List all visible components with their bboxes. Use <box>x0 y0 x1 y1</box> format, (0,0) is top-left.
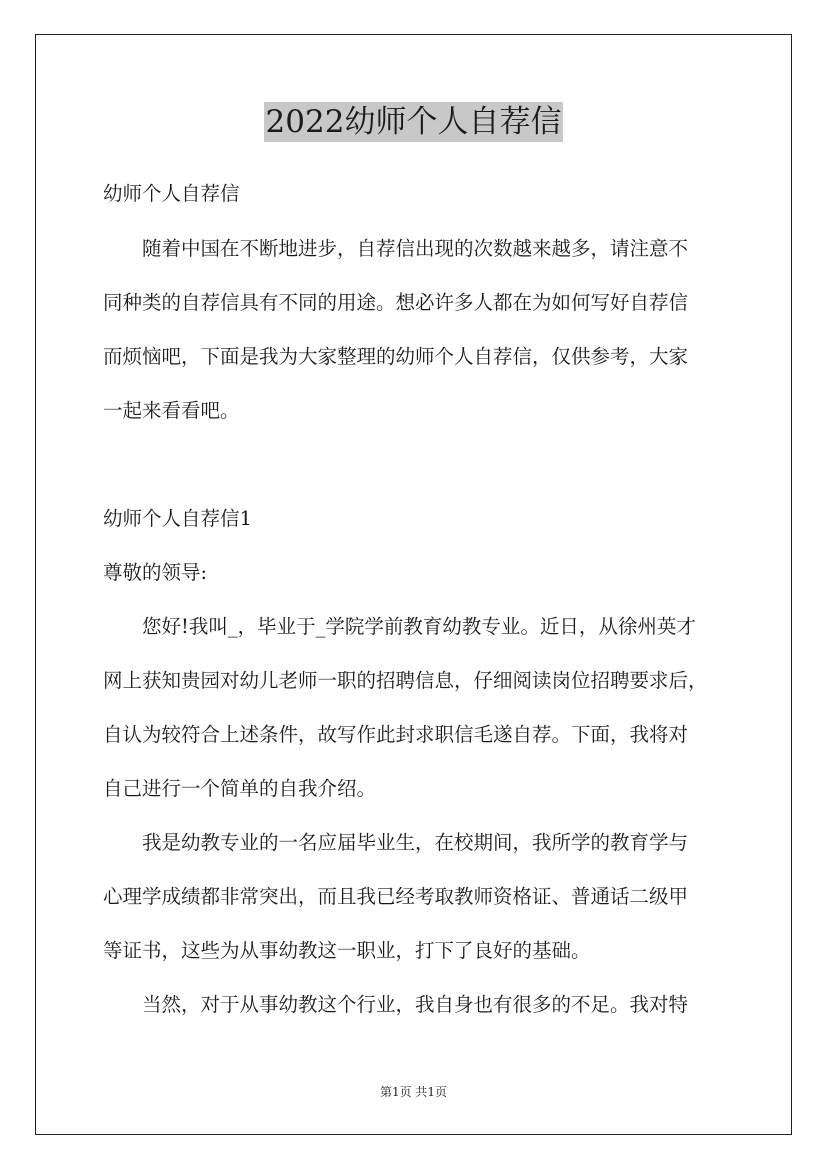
para1-line-2: 网上获知贵园对幼儿老师一职的招聘信息，仔细阅读岗位招聘要求后， <box>103 669 708 692</box>
para2-line-3: 等证书，这些为从事幼教这一职业，打下了良好的基础。 <box>103 939 591 962</box>
document-heading: 幼师个人自荐信 <box>103 182 240 205</box>
title-container <box>0 102 827 142</box>
para2-line-1: 我是幼教专业的一名应届毕业生，在校期间，我所学的教育学与 <box>142 831 689 854</box>
page-footer: 第1页 共1页 <box>379 1085 448 1099</box>
para1-line-4: 自己进行一个简单的自我介绍。 <box>103 777 377 800</box>
intro-line-4: 一起来看看吧。 <box>103 399 240 422</box>
document-title: 2022幼师个人自荐信 <box>265 104 562 140</box>
section-heading: 幼师个人自荐信1 <box>103 507 252 530</box>
intro-line-3: 而烦恼吧，下面是我为大家整理的幼师个人自荐信，仅供参考，大家 <box>103 345 689 368</box>
para1-line-1: 您好!我叫_，毕业于_学院学前教育幼教专业。近日，从徐州英才 <box>142 615 696 638</box>
para3-line-1: 当然，对于从事幼教这个行业，我自身也有很多的不足。我对特 <box>142 993 689 1016</box>
salutation: 尊敬的领导: <box>103 561 208 584</box>
para1-line-3: 自认为较符合上述条件，故写作此封求职信毛遂自荐。下面，我将对 <box>103 723 689 746</box>
para2-line-2: 心理学成绩都非常突出，而且我已经考取教师资格证、普通话二级甲 <box>103 885 689 908</box>
intro-line-2: 同种类的自荐信具有不同的用途。想必许多人都在为如何写好自荐信 <box>103 291 689 314</box>
intro-line-1: 随着中国在不断地进步，自荐信出现的次数越来越多，请注意不 <box>142 237 689 260</box>
